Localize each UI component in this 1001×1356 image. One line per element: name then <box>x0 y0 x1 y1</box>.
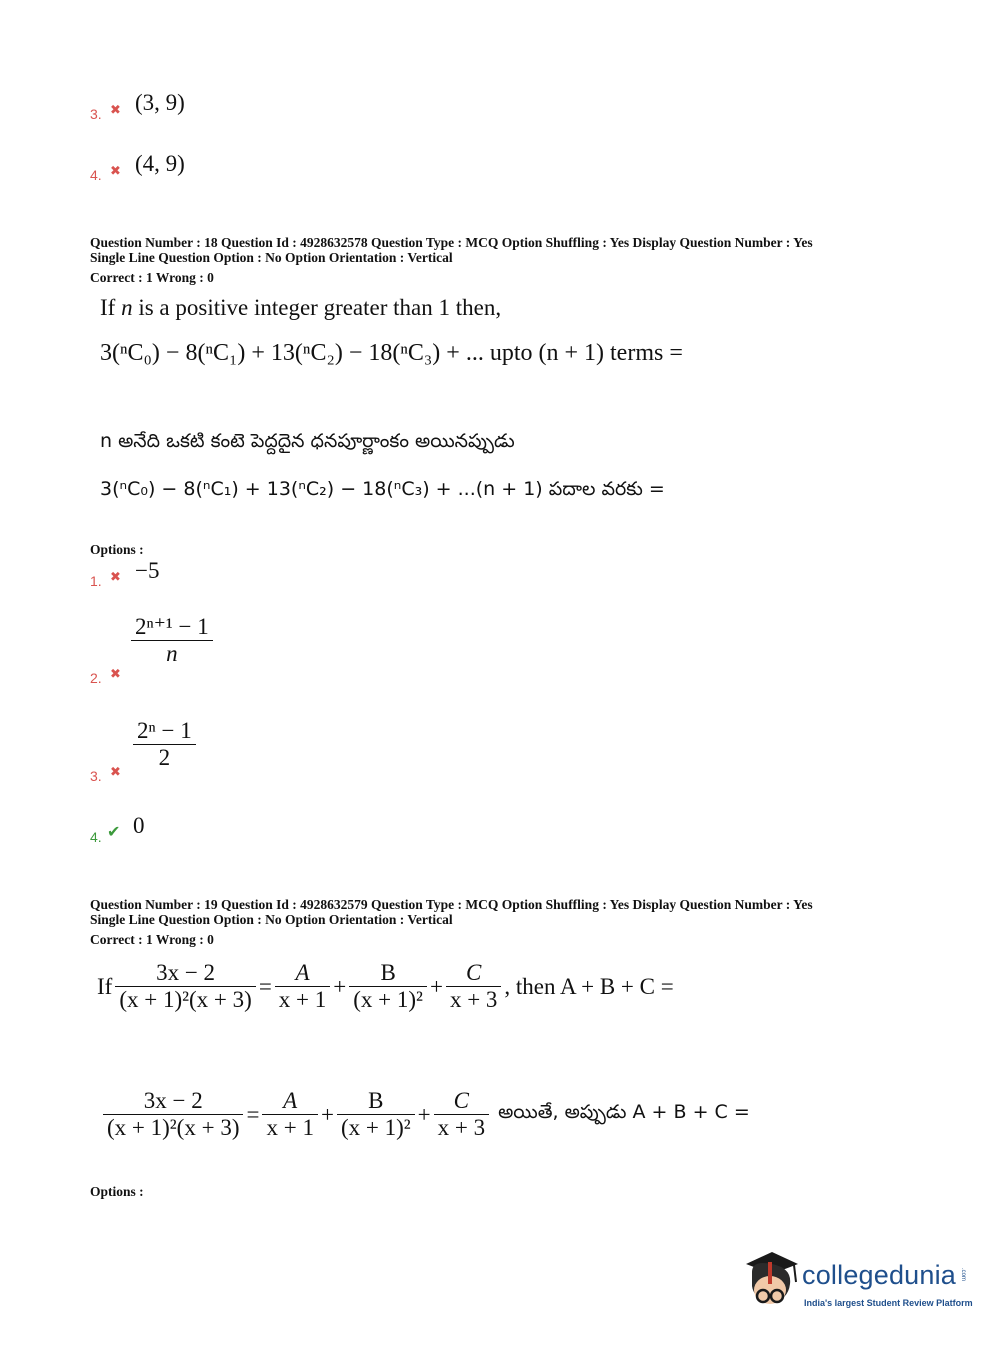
logo-tagline: India's largest Student Review Platform <box>804 1298 973 1308</box>
fraction-c: $\frac{C}{x + 3}$ <box>446 960 501 1013</box>
options-label: Options : <box>90 542 144 557</box>
marks-line: Correct : 1 Wrong : 0 <box>90 270 214 285</box>
option-value: 0 <box>133 813 145 838</box>
wrong-mark-icon: ✖ <box>110 164 121 179</box>
option-fraction <box>133 718 196 771</box>
question-meta-line: Single Line Question Option : No Option Orientation : Vertical <box>90 912 453 927</box>
option-value: (4, 9) <box>135 151 185 176</box>
fraction-lhs: $\frac{3x - 2}{\text{(x + 1)²(x + 3)}}$ <box>103 1088 243 1141</box>
option-number: 1. <box>90 573 102 589</box>
correct-check-icon: ✔ <box>107 822 121 841</box>
fraction-numerator: 2ⁿ − 1 <box>133 718 196 745</box>
equation-tail-telugu: అయితే, అప్పుడు A + B + C = <box>498 1101 750 1123</box>
equation-tail: , then A + B + C = <box>504 973 674 999</box>
fraction-b: $\frac{B}{\text{(x + 1)²}}$ <box>349 960 427 1013</box>
fraction-lhs: $\frac{3x - 2}{\text{(x + 1)²(x + 3)}}$ <box>115 960 255 1013</box>
option-number: 3. <box>90 768 102 784</box>
question-meta-line: Question Number : 19 Question Id : 4928632579 Question Type : MCQ Option Shuffling : Yes Display Question Number : Yes <box>90 897 813 912</box>
option-value: −5 <box>135 558 160 583</box>
option-number: 2. <box>90 670 102 686</box>
fraction-b: $\frac{B}{\text{(x + 1)²}}$ <box>337 1088 415 1141</box>
fraction-a: $\frac{A}{x + 1}$ <box>275 960 330 1013</box>
question-meta-line: Question Number : 18 Question Id : 4928632578 Question Type : MCQ Option Shuffling : Yes Display Question Number : Yes <box>90 235 813 250</box>
logo-wordmark: collegedunia <box>802 1260 957 1290</box>
question-expression-telugu: 3(ⁿC₀) − 8(ⁿC₁) + 13(ⁿC₂) − 18(ⁿC₃) + ...(n + 1) పదాల వరకు = <box>100 478 665 500</box>
wrong-mark-icon: ✖ <box>110 667 121 682</box>
fraction-numerator: 2ⁿ⁺¹ − 1 <box>131 614 213 641</box>
option-number: 4. <box>90 167 102 183</box>
wrong-mark-icon: ✖ <box>110 103 121 118</box>
fraction-c: $\frac{C}{x + 3}$ <box>434 1088 489 1141</box>
option-value: (3, 9) <box>135 90 185 115</box>
collegedunia-logo <box>742 1250 972 1320</box>
wrong-mark-icon: ✖ <box>110 570 121 585</box>
options-label: Options : <box>90 1184 144 1199</box>
if-word: If <box>97 973 113 999</box>
question-meta-line: Single Line Question Option : No Option Orientation : Vertical <box>90 250 453 265</box>
option-number: 3. <box>90 106 102 122</box>
fraction-denominator: 2 <box>158 745 171 770</box>
mascot-icon <box>742 1250 800 1312</box>
question-text-telugu: n అనేది ఒకటి కంటె పెద్దదైన ధనపూర్ణాంకం అయినప్పుడు <box>100 430 515 452</box>
logo-dotcom: .com <box>960 1268 966 1282</box>
wrong-mark-icon: ✖ <box>110 765 121 780</box>
question-text-english: If n is a positive integer greater than 1 then, <box>100 295 502 320</box>
question-equation-english: If $\frac{3x - 2}{\text{(x + 1)²(x + 3)}}$ = $\frac{A}{x + 1}$ + $\frac{B}{\text{(x + 1)²}}$ + $\frac{C}{x + 3}$ , then A + B + C = <box>97 960 674 1012</box>
question-expression-english: 3(ⁿC₀) − 8(ⁿC₁) + 13(ⁿC₂) − 18(ⁿC₃) + ... upto (n + 1) terms = <box>100 340 683 366</box>
question-equation-telugu: $\frac{3x - 2}{\text{(x + 1)²(x + 3)}}$ = $\frac{A}{x + 1}$ + $\frac{B}{\text{(x + 1)²}}$ + $\frac{C}{x + 3}$ అయితే, అప్పుడు A + B + C = <box>100 1088 750 1141</box>
marks-line: Correct : 1 Wrong : 0 <box>90 932 214 947</box>
option-number: 4. <box>90 829 102 845</box>
fraction-a: $\frac{A}{x + 1}$ <box>262 1088 317 1141</box>
option-fraction <box>131 614 213 667</box>
fraction-denominator: n <box>166 641 178 666</box>
